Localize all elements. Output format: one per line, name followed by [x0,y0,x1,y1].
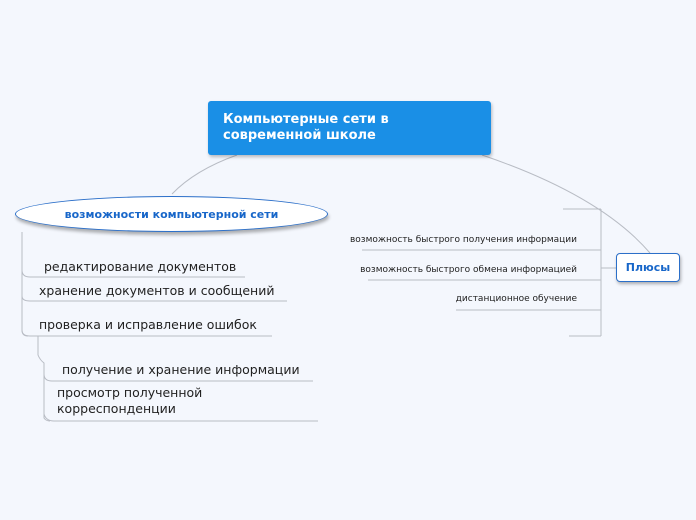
central-topic[interactable]: Компьютерные сети в современной школе [208,101,491,155]
connector-root-left [172,155,237,194]
topic-pros[interactable] [616,253,680,282]
topic-capabilities[interactable] [15,196,328,232]
topic-pros-label: Плюсы [625,261,671,274]
left-subitem-receiving[interactable]: получение и хранение информации [62,362,300,377]
right-item-fast-exchange[interactable]: возможность быстрого обмена информацией [360,265,577,275]
left-subitem-viewing[interactable]: просмотр полученной корреспонденции [57,385,203,416]
connector-left-spine [22,232,28,336]
left-item-storage[interactable]: хранение документов и сообщений [39,283,275,298]
right-item-fast-receiving[interactable]: возможность быстрого получения информации [349,235,577,245]
connector-sub-spine [38,336,50,421]
left-item-checking[interactable]: проверка и исправление ошибок [39,317,257,332]
topic-capabilities-label: возможности компьютерной сети [64,207,279,221]
right-item-distance-learning[interactable]: дистанционное обучение [455,294,577,304]
left-item-editing[interactable]: редактирование документов [44,259,237,274]
